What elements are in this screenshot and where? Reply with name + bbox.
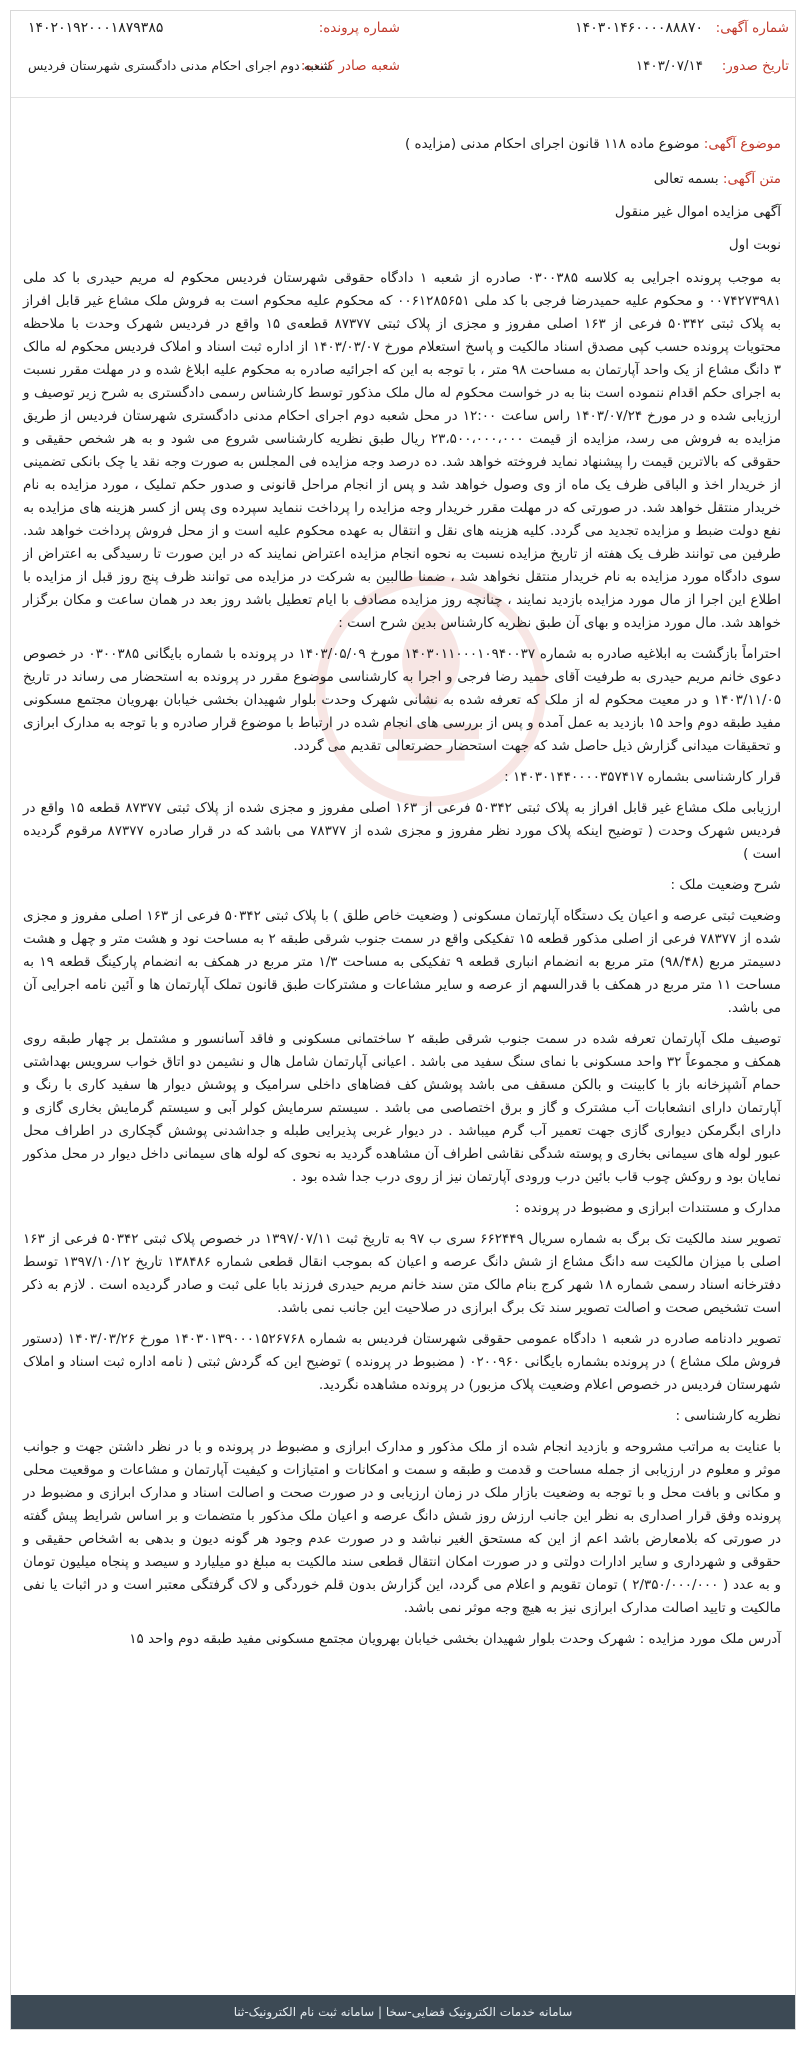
bismillah: بسمه تعالی: [653, 171, 719, 187]
paragraph-expert-order: قرار کارشناسی بشماره ۱۴۰۳۰۱۴۴۰۰۰۰۳۵۷۴۱۷ :: [504, 769, 781, 785]
header-divider: [11, 97, 795, 98]
paragraph-expert-intro: احتراماً بازگشت به ابلاغیه صادره به شماره ۱۴۰۳۰۱۱۰۰۰۱۰۹۴۰۰۳۷ مورخ ۱۴۰۳/۰۵/۰۹ در پرونده با شماره بایگانی ۰۳۰۰۳۸۵ در خصوص دعوی خانم مریم حیدری به طرفیت آقای حمید رضا فرجی و اجرا به کارشناسی موضوع مقرر در پرونده به استحضار می رساند در تاریخ ۱۴۰۳/۱۱/۰۵ و در معیت محکوم له از ملک که تعرفه شده به نشانی شهرک وحدت بلوار شهیدان بخشی خیابان بهرویان مجتمع مسکونی مفید طبقه دوم واحد ۱۵ بازدید به عمل آمده و پس از بررسی های انجام شده در ارتباط با موضوع قرار صادره و با توجه به مدارک ابرازی و تحقیقات میدانی گزارش ذیل حاصل شد که جهت استحضار حضرتعالی تقدیم می گردد.: [23, 646, 781, 754]
ad-number: ۱۴۰۳۰۱۴۶۰۰۰۰۸۸۸۷۰: [575, 20, 703, 36]
paragraph-valuation-scope: ارزیابی ملک مشاع غیر قابل افراز به پلاک ثبتی ۵۰۳۴۲ فرعی از ۱۶۳ اصلی مفروز و مجزی شده از پلاک ثبتی ۸۷۳۷۷ قطعه ۱۵ واقع در فردیس شهرک وحدت ( توضیح اینکه پلاک مورد نظر مفروز و مجزی شده از ۷۸۳۷۷ می باشد که در قرار صادره ۸۷۳۷۷ مرقوم گردیده است ): [23, 800, 782, 862]
paragraph-property-description: توصیف ملک آپارتمان تعرفه شده در سمت جنوب شرقی طبقه ۲ ساختمانی مسکونی و فاقد آسانسور و مشتمل بر چهار طبقه روی همکف و مجموعاً ۳۲ واحد مسکونی با نمای سنگ سفید می باشد . اعیانی آپارتمان شامل هال و نشیمن دو اتاق خواب سرویس بهداشتی حمام آشپزخانه باز با کابینت و بالکن مسقف می باشد پوشش کف فضاهای داخلی سرامیک و پوشش دیوار ها سفید کاری با رنگ و آپارتمان دارای انشعابات آب مشترک و گاز و برق اختصاصی می باشد . سیستم سرمایش کولر آبی و سیستم گرمایش بخاری گازی و دارای ابگرمکن دیواری گازی جهت تعمیر آب گرم میباشد . در دیوار غربی پذیرایی طبله و جداشدنی پوشش گچکاری در اطراف محل عبور لوله های سیمانی بخاری و پوسته شدگی نقاشی اطراف آن مشاهده گردید به نحوی که لوله های سیمانی داخل دیوار در محل مذکور نمایان بود و روکش چوب قاب بائین درب ورودی آپارتمان نیز از روی درب جدا شده بود .: [23, 1031, 782, 1185]
body-heading: [23, 168, 781, 191]
footer-bar: [11, 1995, 795, 2029]
notice-body: [23, 168, 781, 1651]
issuer: شعبه دوم اجرای احکام مدنی دادگستری شهرستان فردیس: [28, 58, 331, 73]
notice-page: [10, 10, 796, 2030]
subject-label: موضوع آگهی:: [703, 136, 781, 152]
paragraph-property-address: آدرس ملک مورد مزایده : شهرک وحدت بلوار شهیدان بخشی خیابان بهرویان مجتمع مسکونی مفید طبقه دوم واحد ۱۵: [129, 1631, 781, 1647]
issue-date: ۱۴۰۳/۰۷/۱۴: [635, 58, 703, 74]
heading-expert-opinion: نظریه کارشناسی :: [675, 1408, 781, 1424]
footer-text[interactable]: سامانه خدمات الکترونیک قضایی-سخا | سامانه ثبت نام الکترونیک-ثنا: [233, 2005, 573, 2019]
header-info: [11, 11, 795, 97]
heading-property-status: شرح وضعیت ملک :: [670, 877, 781, 893]
body-label: متن آگهی:: [722, 171, 781, 187]
paragraph-registration-status: وضعیت ثبتی عرصه و اعیان یک دستگاه آپارتمان مسکونی ( وضعیت خاص طلق ) با پلاک ثبتی ۵۰۳۴۲ فرعی از ۱۶۳ اصلی مفروز و مجزی شده از ۷۸۳۷۷ فرعی از اصلی مذکور قطعه ۱۵ تفکیکی واقع در سمت جنوب شرقی طبقه ۲ به مساحت نود و هشت متر و چهل و هشت دسیمتر مربع (۹۸/۴۸) متر مربع به انضمام انباری قطعه ۹ تفکیکی به مساحت ۱/۳ متر مربع در همکف به انضمام پارکینگ قطعه ۱۹ به مساحت ۱۱ متر مربع در همکف با قدرالسهم از عرصه و سایر مشاعات و مشترکات طبق قانون تملک آپارتمان ها و آئین نامه اجرایی آن می باشد.: [23, 908, 781, 1016]
subject-value: موضوع ماده ۱۱۸ قانون اجرای احکام مدنی (مزایده ): [404, 136, 700, 152]
case-number-label: شماره پرونده:: [318, 20, 400, 36]
ad-number-label: شماره آگهی:: [715, 20, 789, 36]
heading-documents: مدارک و مستندات ابرازی و مضبوط در پرونده :: [515, 1200, 781, 1216]
notice-title: آگهی مزایده اموال غیر منقول: [614, 204, 781, 220]
auction-round: نوبت اول: [728, 237, 781, 253]
issue-date-label: تاریخ صدور:: [721, 58, 789, 74]
paragraph-case-summary: به موجب پرونده اجرایی به کلاسه ۰۳۰۰۳۸۵ صادره از شعبه ۱ دادگاه حقوقی شهرستان فردیس محکوم له مریم حیدری با کد ملی ۰۰۷۴۲۷۳۹۸۱ و محکوم علیه حمیدرضا فرجی با کد ملی ۰۰۶۱۲۸۵۶۵۱ که محکوم علیه محکوم است به فروش ملک مشاع غیر قابل افراز به پلاک ثبتی ۵۰۳۴۲ فرعی از ۱۶۳ اصلی مفروز و مجزی از پلاک ثبتی ۸۷۳۷۷ قطعه‌ی ۱۵ واقع در فردیس شهرک وحدت با ملاحظه محتویات پرونده حسب کپی مصدق اسناد مالکیت و پاسخ استعلام مورخ ۱۴۰۳/۰۳/۰۷ از اداره ثبت اسناد و املاک فردیس محکوم له مالک ۳ دانگ مشاع از یک واحد آپارتمان به مساحت ۹۸ متر ، با توجه به این که اجرائیه صادره به محکوم علیه ابلاغ شده و در مهلت مقرر نسبت به اجرای حکم اقدام ننموده است بنا به در خواست محکوم له مال ملک مذکور توسط کارشناس رسمی دادگستری به شرح زیر توصیف و ارزیابی شده و در مورخ ۱۴۰۳/۰۷/۲۴ راس ساعت ۱۲:۰۰ در محل شعبه دوم اجرای احکام مدنی دادگستری شهرستان فردیس از طریق مزایده به فروش می رسد، مزایده از قیمت ۲۳،۵۰۰،۰۰۰،۰۰۰ ریال طبق نظریه کارشناسی شروع می شود و به هر شخص حقیقی و حقوقی که بالاترین قیمت را پیشنهاد نماید فروخته خواهد شد. ده درصد وجه مزایده فی المجلس به صورت وجه نقد یا چک بانکی تضمینی از خریدار اخذ و الباقی ظرف یک ماه از وی وصول خواهد شد و پس از انجام مراحل قانونی و صدور حکم تملیک ، مورد مزایده به نام خریدار منتقل خواهد شد. در صورتی که در مهلت مقرر خریدار وجه مزایده را پرداخت ننماید سپرده وی پس از کسر هزینه های مزایده به نفع دولت ضبط و مزایده تجدید می گردد. کلیه هزینه های نقل و انتقال به عهده محکوم علیه است و از محل فروش پرداخت خواهد شد. طرفین می توانند ظرف یک هفته از تاریخ مزایده نسبت به نحوه انجام مزایده اعتراض نمایند که در این صورت تا رسیدگی به اعتراض از سوی دادگاه مورد مزایده به نام خریدار منتقل نخواهد شد ، ضمنا طالبین به شرکت در مزایده می توانند ظرف پنج روز قبل از مزایده با اطلاع این اجرا از مال مورد مزایده بازدید نمایند ، چنانچه روز مزایده مصادف با ایام تعطیل باشد روز بعد در همان ساعت و مکان برگزار خواهد شد. مال مورد مزایده و بهای آن طبق نظریه کارشناس بدین شرح است :: [23, 270, 782, 631]
subject-row: [25, 134, 781, 154]
paragraph-expert-opinion: با عنایت به مراتب مشروحه و بازدید انجام شده از ملک مذکور و مدارک ابرازی و مضبوط در پرونده و با در نظر داشتن جهت و جوانب موثر و معلوم در ارزیابی از جمله مساحت و قدمت و طبقه و سمت و امکانات و امتیازات و کیفیت آپارتمان و مشاعات و موقعیت محلی و مکانی و بافت محل و با توجه به وضعیت بازار ملک در زمان ارزیابی و در صورت صحت و اصالت اسناد و مدارک ابرازی و مضبوط در پرونده وفق قرار اصداری به نظر این جانب ارزش روز شش دانگ عرصه و اعیان ملک مذکور با متضمات و بر اساس شرایط پیش گفته در صورتی که بلامعارض باشد اعم از این که مستحق الغیر نباشد و در صورت عدم وجود هر گونه دیون و بدهی به اشخاص حقیقی و حقوقی و شهرداری و سایر ادارات دولتی و در صورت امکان انتقال قطعی سند مالکیت به مبلغ دو میلیارد و سیصد و پنجاه میلیون تومان و به عدد ( ۲/۳۵۰/۰۰۰/۰۰۰ ) تومان تقویم و اعلام می گردد، این گزارش بدون قلم خوردگی و لاک گرفتگی معتبر است و در اثبات یا نفی مالکیت و تایید اصالت مدارک ابرازی نیز به هیچ وجه موثر نمی باشد.: [23, 1439, 781, 1616]
case-number: ۱۴۰۲۰۱۹۲۰۰۰۱۸۷۹۳۸۵: [28, 20, 164, 36]
paragraph-court-ruling: تصویر دادنامه صادره در شعبه ۱ دادگاه عمومی حقوقی شهرستان فردیس به شماره ۱۴۰۳۰۱۳۹۰۰۰۱۵۲۶۷۶۸ مورخ ۱۴۰۳/۰۳/۲۶ (دستور فروش ملک مشاع ) در پرونده بشماره بایگانی ۰۲۰۰۹۶۰ ( مضبوط در پرونده ) توضیح این که گردش ثبتی ( نامه اداره ثبت اسناد و املاک شهرستان فردیس در خصوص اعلام وضعیت پلاک مزبور) در پرونده مشاهده نگردید.: [23, 1331, 781, 1393]
issuer-label: شعبه صادر کننده:: [300, 58, 400, 74]
paragraph-title-deed: تصویر سند مالکیت تک برگ به شماره سریال ۶۶۲۴۴۹ سری ب ۹۷ به تاریخ ثبت ۱۳۹۷/۰۷/۱۱ در خصوص پلاک ثبتی ۵۰۳۴۲ فرعی از ۱۶۳ اصلی با میزان مالکیت سه دانگ مشاع از شش دانگ عرصه و اعیان که بموجب انقال قطعی شماره ۱۳۸۴۸۶ تاریخ ۱۳۹۷/۱۰/۱۲ توسط دفترخانه اسناد رسمی شماره ۱۸ شهر کرج بنام مالک متن سند خانم مریم حیدری فرزند بابا علی ثبت و صادر گردیده است . لازم به ذکر است تشخیص صحت و اصالت تصویر سند تک برگ ابرازی در صلاحیت این جانب نمی باشد.: [23, 1231, 782, 1316]
